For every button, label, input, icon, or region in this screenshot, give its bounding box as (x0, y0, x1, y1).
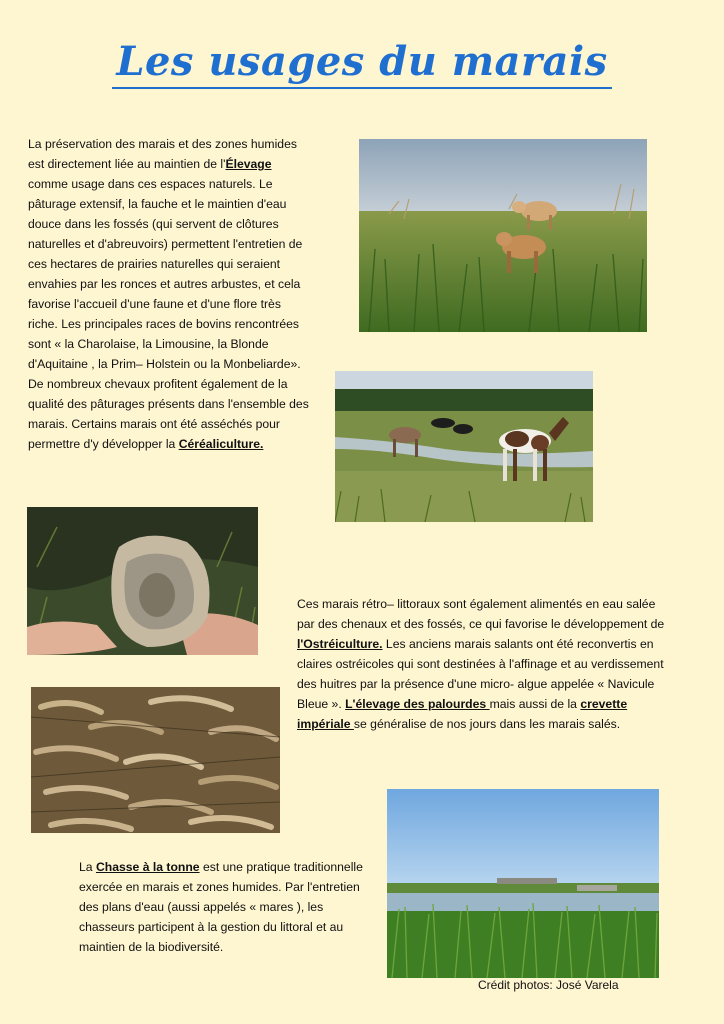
page-title: Les usages du marais (0, 38, 724, 85)
paragraph-text: mais aussi de la (489, 697, 581, 711)
photo-horses (335, 371, 593, 522)
paragraph-elevage (28, 134, 310, 454)
photo-marsh (387, 789, 659, 978)
paragraph-text: comme usage dans ces espaces naturels. Le pâturage extensif, la fauche et le maintien d'eau douce dans les fossés (qui servent de clôtures naturelles et d'abreuvoirs) permettent l'entretien de ces hectares de prairies naturelles qui seraient envahies par les ronces et autres arbustes, et cela favorise l'accueil d'une faune et d'une flore très riche. Les principales races de bovins rencontrées sont « la Charolaise, la Limousine, la Blonde d'Aquitaine , la Prim– Holstein ou la Monbeliarde». De nombreux chevaux profitent également de la qualité des pâturages présents dans l'ensemble des marais. Certains marais ont été asséchés pour permettre d'y développer la (28, 177, 309, 451)
photo-oyster (27, 507, 258, 655)
keyword-chasse: Chasse à la tonne (95, 860, 200, 874)
photo-credit: Crédit photos: José Varela (478, 978, 619, 992)
photo-cows (359, 139, 647, 332)
paragraph-text: est une pratique traditionnelle exercée en marais et zones humides. Par l'entretien des plans d'eau (aussi appelés « mares ), les chasseurs participent à la gestion du littoral et au maintien de la biodiversité. (79, 860, 363, 954)
keyword-cerealiculture: Céréaliculture. (178, 437, 264, 451)
keyword-palourdes: L'élevage des palourdes (345, 697, 490, 711)
keyword-crevette: crevette impériale (297, 697, 628, 731)
paragraph-text: Les anciens marais salants ont été reconvertis en claires ostréicoles qui sont destinées à l'affinage et au verdissement des huitres par la présence d'une micro- algue appelée « Navicule Bleue ». (297, 637, 664, 711)
keyword-ostreiculture: l'Ostréiculture. (297, 637, 383, 651)
paragraph-text: La préservation des marais et des zones humides est directement liée au maintien de l' (28, 137, 297, 171)
keyword-elevage: Élevage (225, 157, 272, 171)
paragraph-text: Ces marais rétro– littoraux sont également alimentés en eau salée par des chenaux et des fossés, ce qui favorise le développement de (297, 597, 665, 631)
paragraph-text: La (79, 860, 96, 874)
photo-shrimp (31, 687, 280, 833)
paragraph-ostreiculture (297, 594, 669, 734)
paragraph-text: se généralise de nos jours dans les marais salés. (353, 717, 621, 731)
paragraph-chasse (79, 857, 377, 957)
